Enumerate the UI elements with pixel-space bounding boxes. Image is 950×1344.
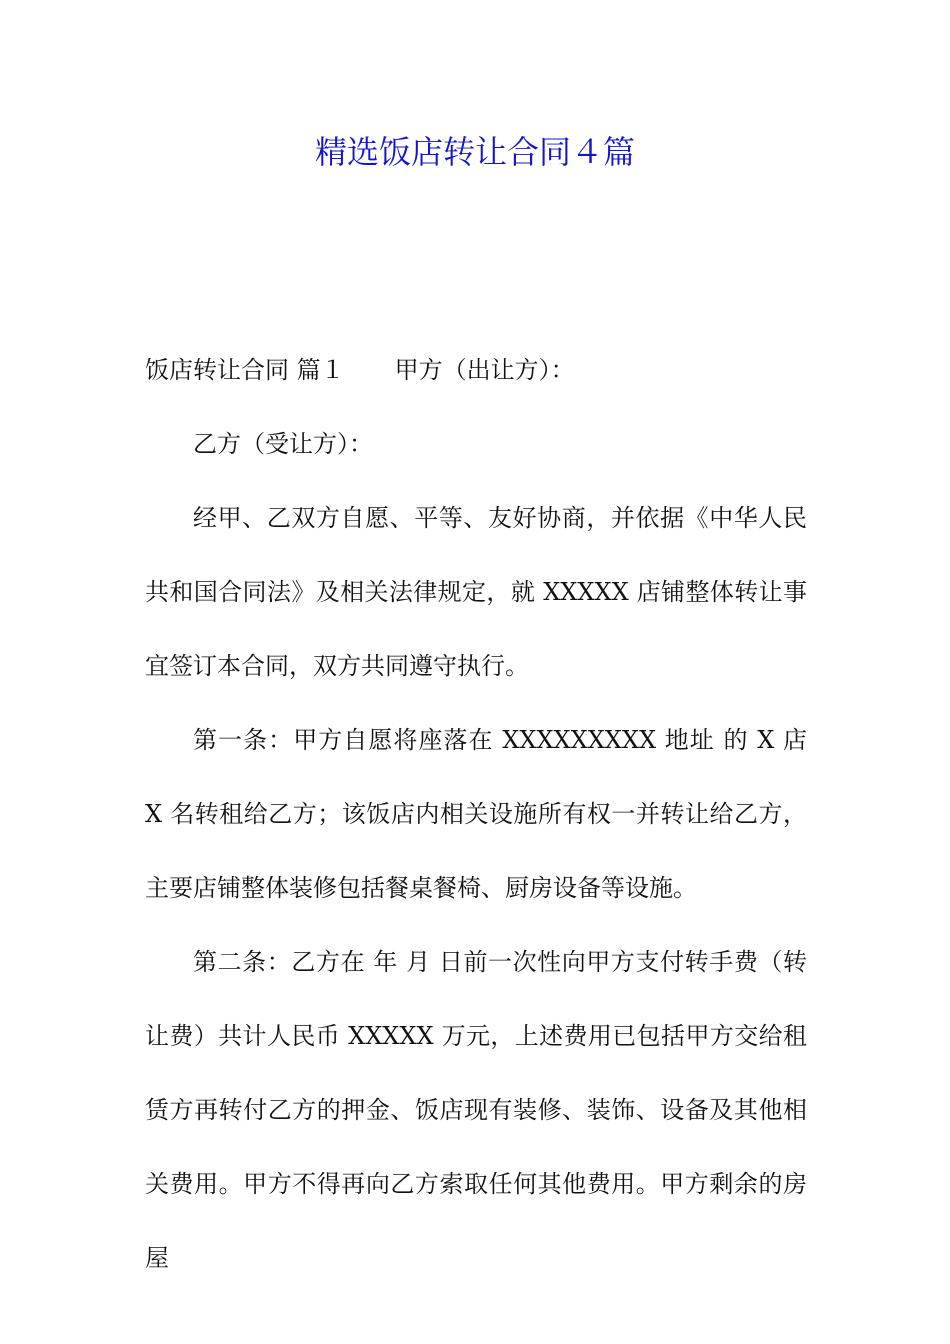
section-heading: 饭店转让合同 篇１ bbox=[145, 356, 345, 384]
section-heading-line bbox=[145, 333, 807, 407]
paragraph-article-2: 第二条：乙方在 年 月 日前一次性向甲方支付转手费（转让费）共计人民币 XXXXX 万元，上述费用已包括甲方交给租赁方再转付乙方的押金、饭店现有装修、装饰、设备及其他相关费用。甲方不得再向乙方索取任何其他费用。甲方剩余的房屋 bbox=[145, 948, 807, 1272]
document-title: 精选饭店转让合同４篇 bbox=[314, 133, 635, 171]
paragraph-preamble: 经甲、乙双方自愿、平等、友好协商，并依据《中华人民共和国合同法》及相关法律规定，就 XXXXX 店铺整体转让事宜签订本合同，双方共同遵守执行。 bbox=[145, 504, 807, 680]
document-body bbox=[145, 333, 807, 1295]
party-a-label: 甲方（出让方）： bbox=[394, 356, 575, 384]
paragraph-article-1: 第一条：甲方自愿将座落在 XXXXXXXXX 地址 的 X 店 X 名转租给乙方；该饭店内相关设施所有权一并转让给乙方，主要店铺整体装修包括餐桌餐椅、厨房设备等设施。 bbox=[145, 726, 807, 902]
party-b-label: 乙方（受让方）： bbox=[193, 430, 373, 458]
